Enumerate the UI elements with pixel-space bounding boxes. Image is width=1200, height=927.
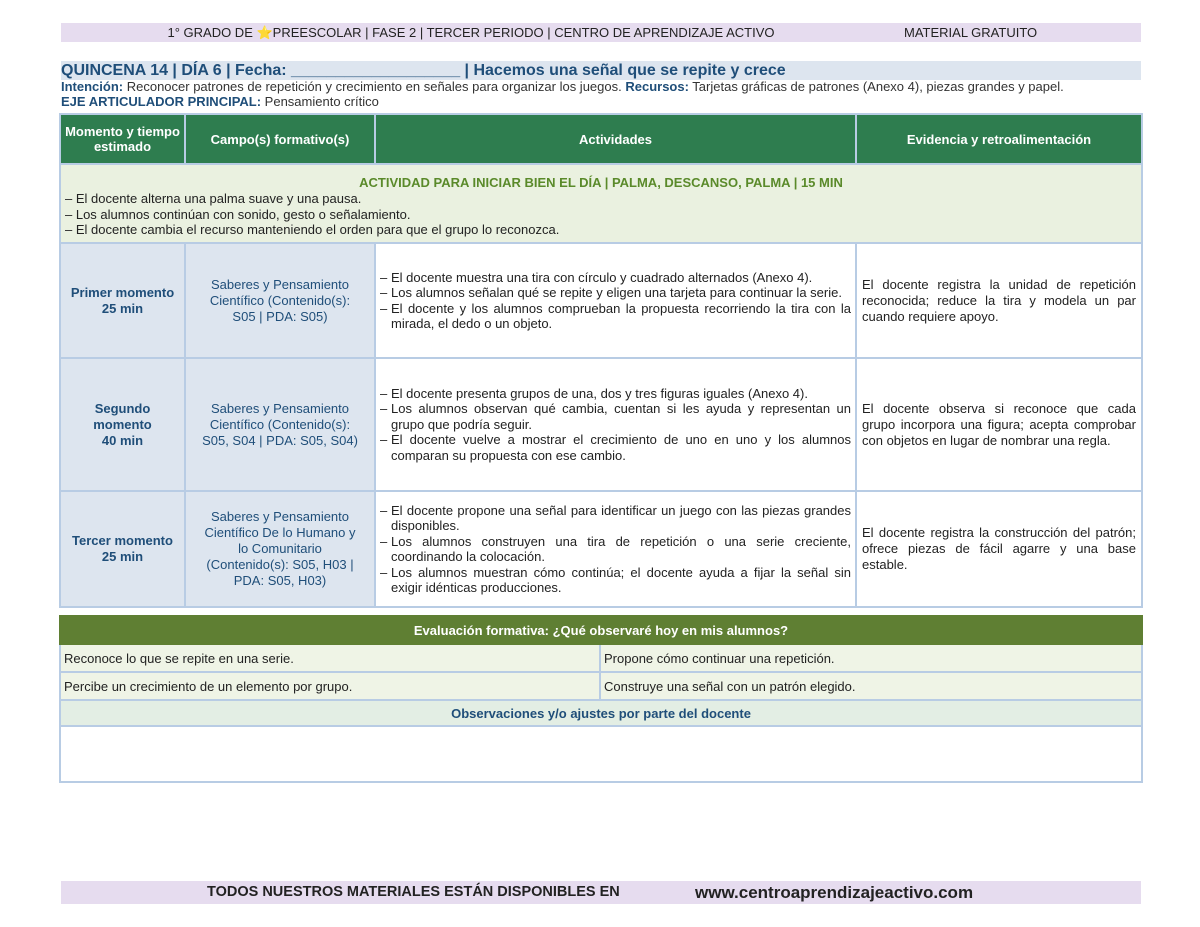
header-actividades: Actividades	[375, 114, 856, 164]
table-row	[60, 243, 1142, 358]
daily-line: – El docente cambia el recurso manteniendo el orden para que el grupo lo reconozca.	[65, 222, 560, 237]
campo-text: Saberes y Pensamiento Científico (Contenido(s): S05 | PDA: S05)	[209, 276, 351, 324]
activity-text: El docente presenta grupos de una, dos y tres figuras iguales (Anexo 4).	[391, 385, 808, 401]
evaluation-item: Propone cómo continuar una repetición.	[600, 644, 1142, 672]
banner-post: PREESCOLAR | FASE 2 | TERCER PERIODO | CENTRO DE APRENDIZAJE ACTIVO	[272, 25, 775, 40]
banner-grade-info	[61, 23, 881, 42]
activity-item: – Los alumnos muestran cómo continúa; el docente ayuda a fijar la señal sin exigir idénticas producciones.	[380, 564, 851, 595]
activity-text: El docente muestra una tira con círculo y cuadrado alternados (Anexo 4).	[391, 269, 813, 285]
evaluation-item: Percibe un crecimiento de un elemento por grupo.	[60, 672, 600, 700]
evaluation-title: Evaluación formativa: ¿Qué observaré hoy en mis alumnos?	[60, 616, 1142, 644]
observations-title: Observaciones y/o ajustes por parte del docente	[60, 700, 1142, 726]
plan-table	[59, 113, 1143, 608]
activity-text: Los alumnos observan qué cambia, cuentan si les ayuda y representan un grupo que podría seguir.	[391, 401, 851, 432]
campo-cell	[185, 358, 375, 491]
star-icon: ⭐	[256, 25, 273, 40]
campo-text: Saberes y Pensamiento Científico (Contenido(s): S05, S04 | PDA: S05, S04)	[202, 400, 358, 448]
activity-item: – El docente vuelve a mostrar el crecimiento de uno en uno y los alumnos comparan su propuesta con ese cambio.	[380, 432, 851, 463]
activities-cell	[375, 491, 856, 607]
axis-label: EJE ARTICULADOR PRINCIPAL:	[61, 94, 262, 109]
activity-text: El docente vuelve a mostrar el crecimiento de uno en uno y los alumnos comparan su propuesta con ese cambio.	[391, 432, 851, 463]
daily-activity-cell	[60, 164, 1142, 243]
evaluation-table	[59, 615, 1143, 783]
moment-time: 40 min	[101, 432, 144, 448]
evidence-cell: El docente observa si reconoce que cada grupo incorpora una figura; acepta comprobar con objetos en lugar de nombrar una regla.	[856, 358, 1142, 491]
observations-body-row	[60, 726, 1142, 782]
top-banner	[61, 23, 1141, 42]
axis-line	[61, 94, 379, 109]
activity-text: Los alumnos construyen una tira de repetición o una serie creciente, coordinando la colocación.	[391, 533, 851, 564]
activity-item: – El docente muestra una tira con círculo y cuadrado alternados (Anexo 4).	[380, 270, 851, 286]
activity-item: – Los alumnos construyen una tira de repetición o una serie creciente, coordinando la colocación.	[380, 533, 851, 564]
intention-line	[61, 79, 1141, 94]
header-evidencia: Evidencia y retroalimentación	[856, 114, 1142, 164]
observations-area[interactable]	[60, 726, 1142, 782]
header-momento-text: Momento y tiempo estimado	[65, 124, 180, 154]
activity-item: – Los alumnos señalan qué se repite y eligen una tarjeta para continuar la serie.	[380, 285, 851, 301]
evaluation-row	[60, 672, 1142, 700]
moment-name: Segundo momento	[93, 400, 152, 432]
banner-pre: 1° GRADO DE	[167, 25, 257, 40]
moment-name: Tercer momento	[72, 533, 173, 548]
banner-free-material: MATERIAL GRATUITO	[904, 25, 1038, 40]
moment-time: 25 min	[101, 549, 144, 564]
activity-text: El docente y los alumnos comprueban la propuesta recorriendo la tira con la mirada, el dedo o un objeto.	[391, 300, 851, 331]
activity-item: – El docente propone una señal para identificar un juego con las piezas grandes disponibles.	[380, 502, 851, 533]
footer-text: TODOS NUESTROS MATERIALES ESTÁN DISPONIBLES EN	[207, 884, 620, 900]
campo-cell	[185, 243, 375, 358]
moment-time: 25 min	[101, 300, 144, 316]
evaluation-row	[60, 644, 1142, 672]
activity-item: – Los alumnos observan qué cambia, cuentan si les ayuda y representan un grupo que podría seguir.	[380, 401, 851, 432]
evidence-cell: El docente registra la construcción del patrón; ofrece piezas de fácil agarre y una base estable.	[856, 491, 1142, 607]
activity-text: El docente propone una señal para identificar un juego con las piezas grandes disponibles.	[391, 502, 851, 533]
intention-text: Reconocer patrones de repetición y crecimiento en señales para organizar los juegos.	[123, 79, 626, 94]
table-header-row	[60, 114, 1142, 164]
moment-cell	[60, 491, 185, 607]
moment-cell	[60, 358, 185, 491]
activity-text: Los alumnos muestran cómo continúa; el docente ayuda a fijar la señal sin exigir idénticas producciones.	[391, 564, 851, 595]
activities-cell	[375, 358, 856, 491]
campo-text: Saberes y Pensamiento Científico De lo Humano y lo Comunitario (Contenido(s): S05, H03 | PDA: S05, H03)	[204, 509, 356, 588]
header-momento	[60, 114, 185, 164]
evaluation-item: Construye una señal con un patrón elegido.	[600, 672, 1142, 700]
table-row	[60, 358, 1142, 491]
activity-text: Los alumnos señalan qué se repite y eligen una tarjeta para continuar la serie.	[391, 285, 842, 300]
daily-line: – Los alumnos continúan con sonido, gesto o señalamiento.	[65, 206, 411, 222]
header-campo: Campo(s) formativo(s)	[185, 114, 375, 164]
activities-cell	[375, 243, 856, 358]
evaluation-header-row	[60, 616, 1142, 644]
moment-cell	[60, 243, 185, 358]
daily-activity-row	[60, 164, 1142, 243]
observations-header-row	[60, 700, 1142, 726]
daily-line: – El docente alterna una palma suave y una pausa.	[65, 191, 362, 206]
daily-activity-title: ACTIVIDAD PARA INICIAR BIEN EL DÍA | PALMA, DESCANSO, PALMA | 15 MIN	[359, 175, 843, 190]
resources-text: Tarjetas gráficas de patrones (Anexo 4), piezas grandes y papel.	[688, 79, 1064, 94]
footer-banner	[61, 881, 1141, 904]
axis-text: Pensamiento crítico	[261, 94, 379, 109]
table-row	[60, 491, 1142, 607]
activity-item: – El docente y los alumnos comprueban la propuesta recorriendo la tira con la mirada, el dedo o un objeto.	[380, 300, 851, 331]
campo-cell	[185, 491, 375, 607]
footer-url[interactable]: www.centroaprendizajeactivo.com	[695, 883, 974, 902]
resources-label: Recursos:	[625, 79, 689, 94]
evaluation-item: Reconoce lo que se repite en una serie.	[60, 644, 600, 672]
activity-item: – El docente presenta grupos de una, dos y tres figuras iguales (Anexo 4).	[380, 386, 851, 402]
intention-label: Intención:	[61, 79, 124, 94]
page-title: QUINCENA 14 | DÍA 6 | Fecha: ___________________ | Hacemos una señal que se repite y crece	[61, 61, 1141, 80]
evidence-cell: El docente registra la unidad de repetición reconocida; reduce la tira y modela un par cuando requiere apoyo.	[856, 243, 1142, 358]
moment-name: Primer momento	[70, 284, 175, 300]
